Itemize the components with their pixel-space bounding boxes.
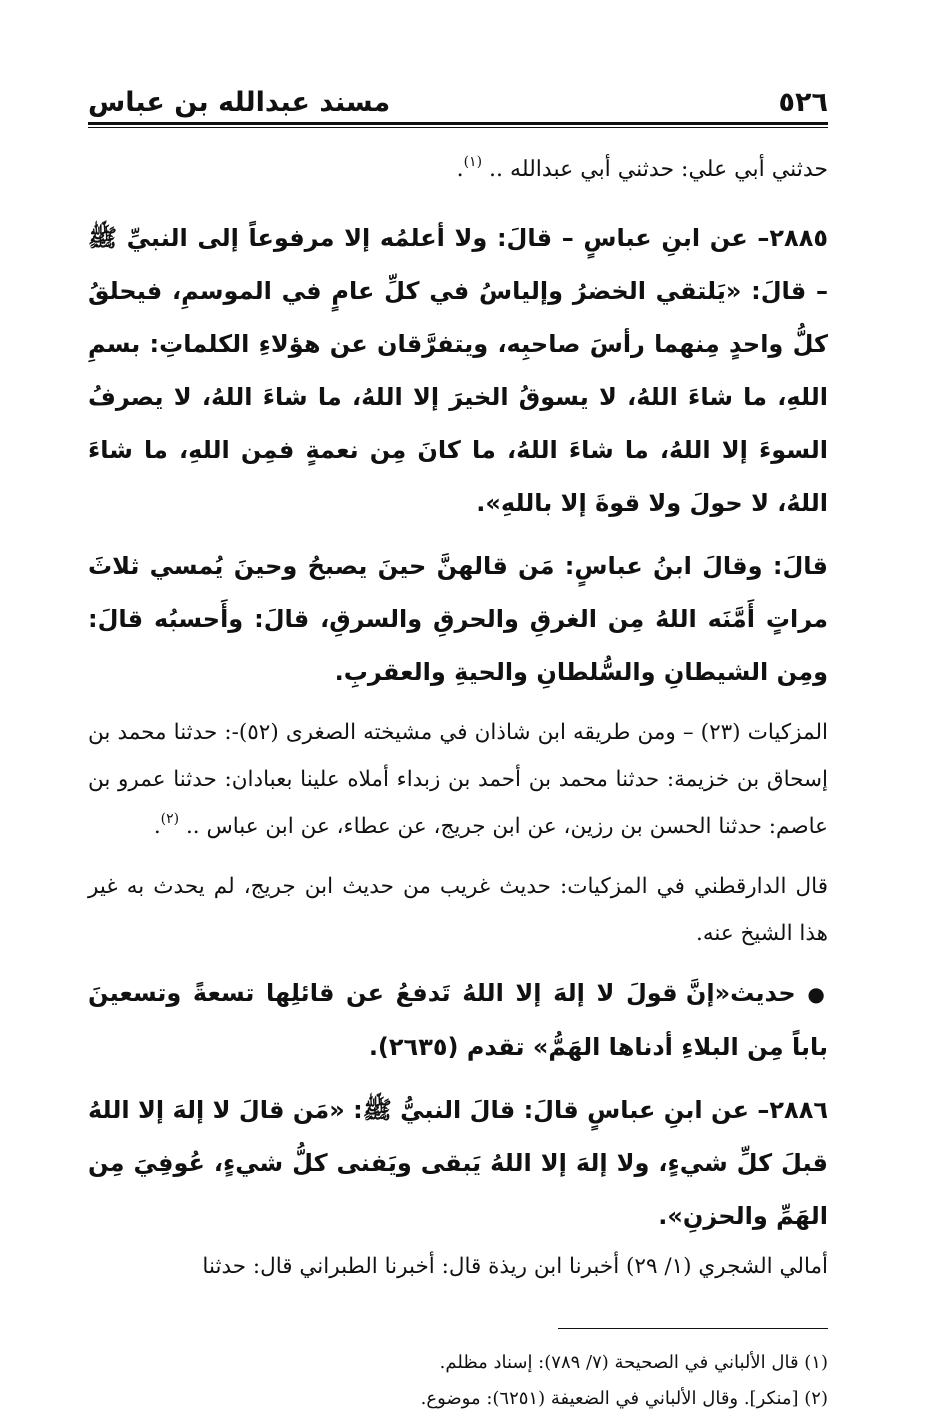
intro-paragraph: حدثني أبي علي: حدثني أبي عبدالله .. $^{(١)}$. (456, 154, 828, 182)
page (88, 78, 828, 1417)
footnote-ref-2: (٢) (160, 811, 180, 827)
footnotes (88, 1345, 828, 1417)
amali-reference: أمالي الشجري (١/ ٢٩) أخبرنا ابن ريذة قال: أخبرنا الطبراني قال: حدثنا (202, 1254, 828, 1279)
footnote-ref-1: (١) (463, 154, 483, 170)
hadith-2885: ٢٨٨٥– عن ابنِ عباسٍ – قالَ: ولا أعلمُه إلا مرفوعاً إلى النبيِّ ﷺ – قالَ: «يَلتقي الخضرُ وإلياسُ في كلِّ عامٍ في الموسمِ، فيحلقُ كلُّ واحدٍ مِنهما رأسَ صاحبِه، ويتفرَّقان عن هؤلاءِ الكلماتِ: بسمِ اللهِ، ما شاءَ اللهُ، لا يسوقُ الخيرَ إلا اللهُ، ما شاءَ اللهُ، لا يصرفُ السوءَ إلا اللهُ، ما شاءَ اللهُ، ما كانَ مِن نعمةٍ فمِن اللهِ، ما شاءَ اللهُ، لا حولَ ولا قوةَ إلا باللهِ». (88, 224, 828, 517)
header-rule-thin (88, 127, 828, 128)
running-title: مسند عبدالله بن عباس (88, 87, 391, 118)
header-rule (88, 122, 828, 125)
hadith-2886: ٢٨٨٦– عن ابنِ عباسٍ قالَ: قالَ النبيُّ ﷺ: «مَن قالَ لا إلهَ إلا اللهُ قبلَ كلِّ شيءٍ، ولا إلهَ إلا اللهُ يَبقى ويَفنى كلُّ شيءٍ، عُوفِيَ مِن الهَمِّ والحزنِ». (88, 1096, 828, 1230)
page-header (88, 78, 828, 118)
muzakkiyat-reference: المزكيات (٢٣) – ومن طريقه ابن شاذان في مشيخته الصغرى (٥٢)-: حدثنا محمد بن إسحاق بن خزيمة: حدثنا محمد بن أحمد بن زبداء أملاه علينا بعبادان: حدثنا عمرو بن عاصم: حدثنا الحسن بن رزين، عن ابن جريج، عن عطاء، عن ابن عباس .. $^{(٢)}$. (88, 720, 828, 839)
footnote-1: (١) قال الألباني في الصحيحة (٧/ ٧٨٩): إسناد مظلم. (439, 1352, 828, 1373)
cross-reference (88, 967, 828, 1074)
muzakkiyat-text: المزكيات (٢٣) – ومن طريقه ابن شاذان في مشيخته الصغرى (٥٢)-: حدثنا محمد بن إسحاق بن خزيمة: حدثنا محمد بن أحمد بن زبداء أملاه علينا بعبادان: حدثنا عمرو بن عاصم: حدثنا الحسن بن رزين، عن ابن جريج، عن عطاء، عن ابن عباس .. (88, 720, 828, 839)
bullet-icon: ● (807, 982, 829, 1006)
footnote-separator (558, 1328, 828, 1329)
cross-reference-text: حديث«إنَّ قولَ لا إلهَ إلا اللهُ تَدفعُ عن قائلِها تسعةً وتسعينَ باباً مِن البلاءِ أدناها الهَمُّ» تقدم (٢٦٣٥). (88, 979, 828, 1061)
intro-text: حدثني أبي علي: حدثني أبي عبدالله .. (489, 157, 828, 182)
page-number: ٥٢٦ (778, 87, 828, 118)
daraqutni-comment: قال الدارقطني في المزكيات: حديث غريب من حديث ابن جريج، لم يحدث به غير هذا الشيخ عنه. (88, 874, 828, 946)
ibn-abbas-statement: قالَ: وقالَ ابنُ عباسٍ: مَن قالهنَّ حينَ يصبحُ وحينَ يُمسي ثلاثَ مراتٍ أَمَّنَه اللهُ مِن الغرقِ والحرقِ والسرقِ، قالَ: وأَحسبُه قالَ: ومِن الشيطانِ والسُّلطانِ والحيةِ والعقربِ. (88, 552, 828, 686)
footnote-2: (٢) [منكر]. وقال الألباني في الضعيفة (٦٢٥١): موضوع. (420, 1388, 828, 1409)
